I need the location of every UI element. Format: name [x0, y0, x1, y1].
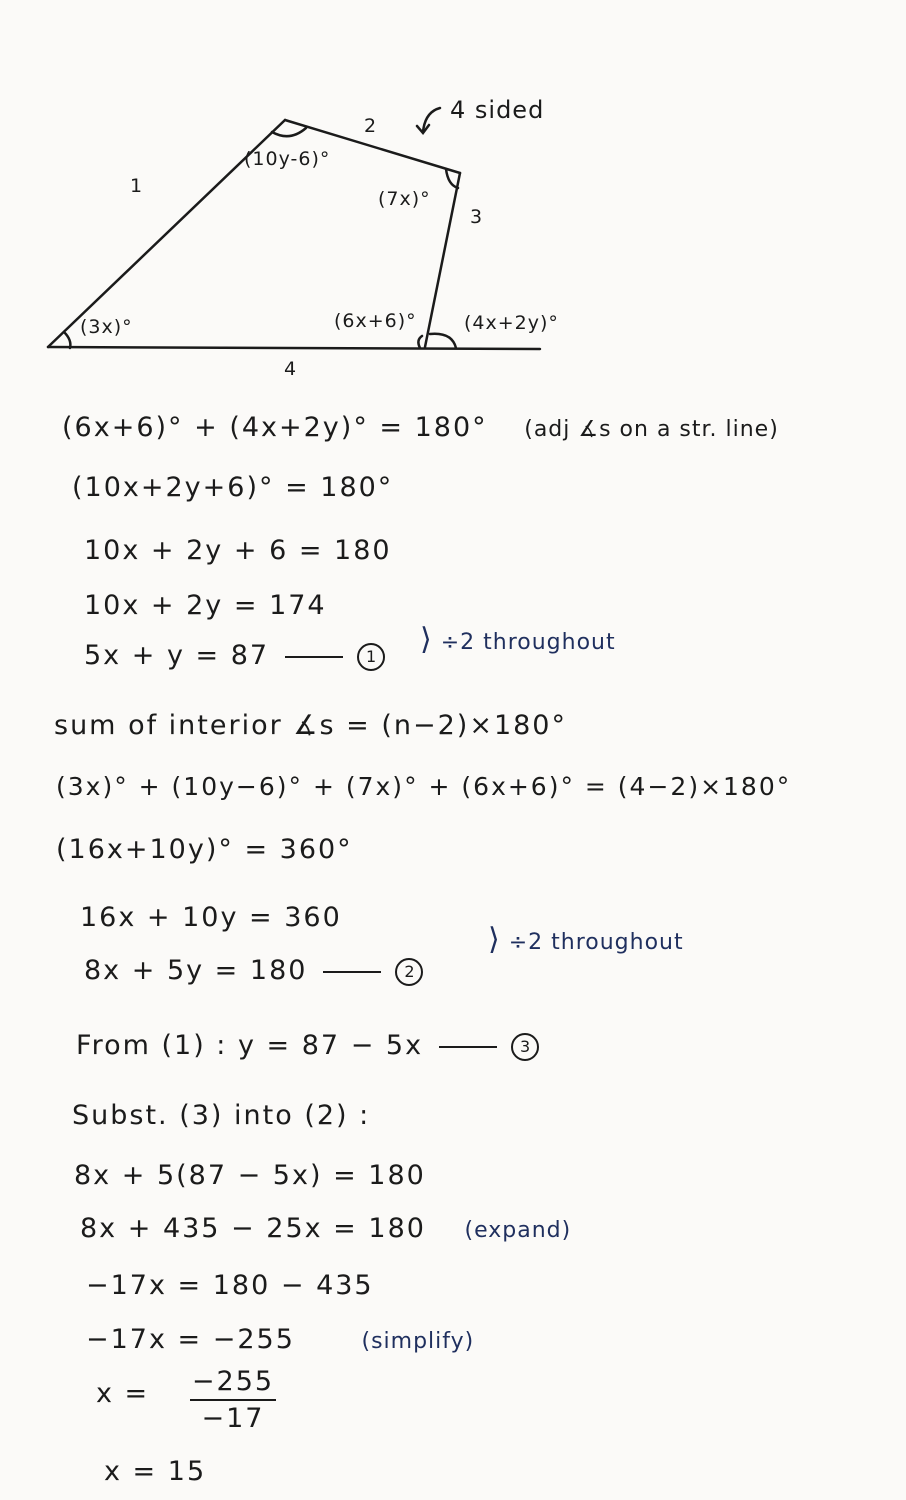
step-note: (simplify)	[361, 1329, 475, 1354]
side-label-4: 4	[284, 358, 298, 380]
work-line-16	[86, 1324, 474, 1355]
angle-arc-a	[64, 332, 70, 348]
side-4-extended	[48, 347, 540, 349]
note-text: ÷2 throughout	[508, 930, 684, 955]
equation-tag: 3	[511, 1033, 539, 1061]
shape-annotation: 4 sided	[450, 96, 545, 124]
angle-label-b: (10y-6)°	[244, 148, 331, 170]
fraction	[190, 1366, 276, 1434]
work-line-15: −17x = 180 − 435	[86, 1270, 374, 1301]
work-line-6: sum of interior ∡s = (n−2)×180°	[54, 710, 567, 741]
angle-label-c: (7x)°	[378, 188, 431, 210]
equation-text: −17x = −255	[86, 1324, 295, 1355]
angle-label-e: (4x+2y)°	[464, 312, 559, 334]
step-note: (expand)	[464, 1218, 572, 1243]
work-line-11	[76, 1030, 539, 1061]
work-line-12: Subst. (3) into (2) :	[72, 1100, 371, 1131]
work-line-7: (3x)° + (10y−6)° + (7x)° + (6x+6)° = (4−2)×180°	[56, 772, 792, 801]
reason-note: (adj ∡s on a str. line)	[524, 417, 779, 442]
angle-arc-e	[430, 334, 456, 348]
quadrilateral-diagram	[0, 0, 906, 400]
work-line-2: (10x+2y+6)° = 180°	[72, 472, 394, 503]
equation-text: From (1) : y = 87 − 5x	[76, 1030, 424, 1061]
work-line-4: 10x + 2y = 174	[84, 590, 327, 621]
angle-label-a: (3x)°	[80, 316, 133, 338]
work-line-1	[62, 412, 779, 443]
work-line-14	[80, 1213, 571, 1244]
work-line-9: 16x + 10y = 360	[80, 902, 342, 933]
equation-text: 5x + y = 87	[84, 640, 270, 671]
work-line-10	[84, 955, 423, 986]
side-label-3: 3	[470, 206, 484, 228]
equation-text: 8x + 5y = 180	[84, 955, 308, 986]
equation-text: (6x+6)° + (4x+2y)° = 180°	[62, 412, 488, 443]
work-line-18: x = 15	[104, 1456, 207, 1487]
angle-arc-d	[418, 336, 422, 348]
note-text: ÷2 throughout	[440, 630, 616, 655]
work-line-13: 8x + 5(87 − 5x) = 180	[74, 1160, 426, 1191]
work-line-8: (16x+10y)° = 360°	[56, 834, 353, 865]
divide-note-1: ⟩ ÷2 throughout	[420, 622, 616, 657]
work-line-3: 10x + 2y + 6 = 180	[84, 535, 392, 566]
work-line-17: x =	[96, 1378, 150, 1409]
fraction-numerator: −255	[191, 1366, 275, 1397]
equation-text: 8x + 435 − 25x = 180	[80, 1213, 426, 1244]
work-line-5	[84, 640, 385, 671]
side-label-2: 2	[364, 115, 378, 137]
fraction-denominator: −17	[201, 1403, 265, 1434]
angle-label-d: (6x+6)°	[334, 310, 417, 332]
equation-tag: 2	[395, 958, 423, 986]
side-label-1: 1	[130, 175, 144, 197]
equation-tag: 1	[357, 643, 385, 671]
divide-note-2: ⟩ ÷2 throughout	[488, 922, 684, 957]
